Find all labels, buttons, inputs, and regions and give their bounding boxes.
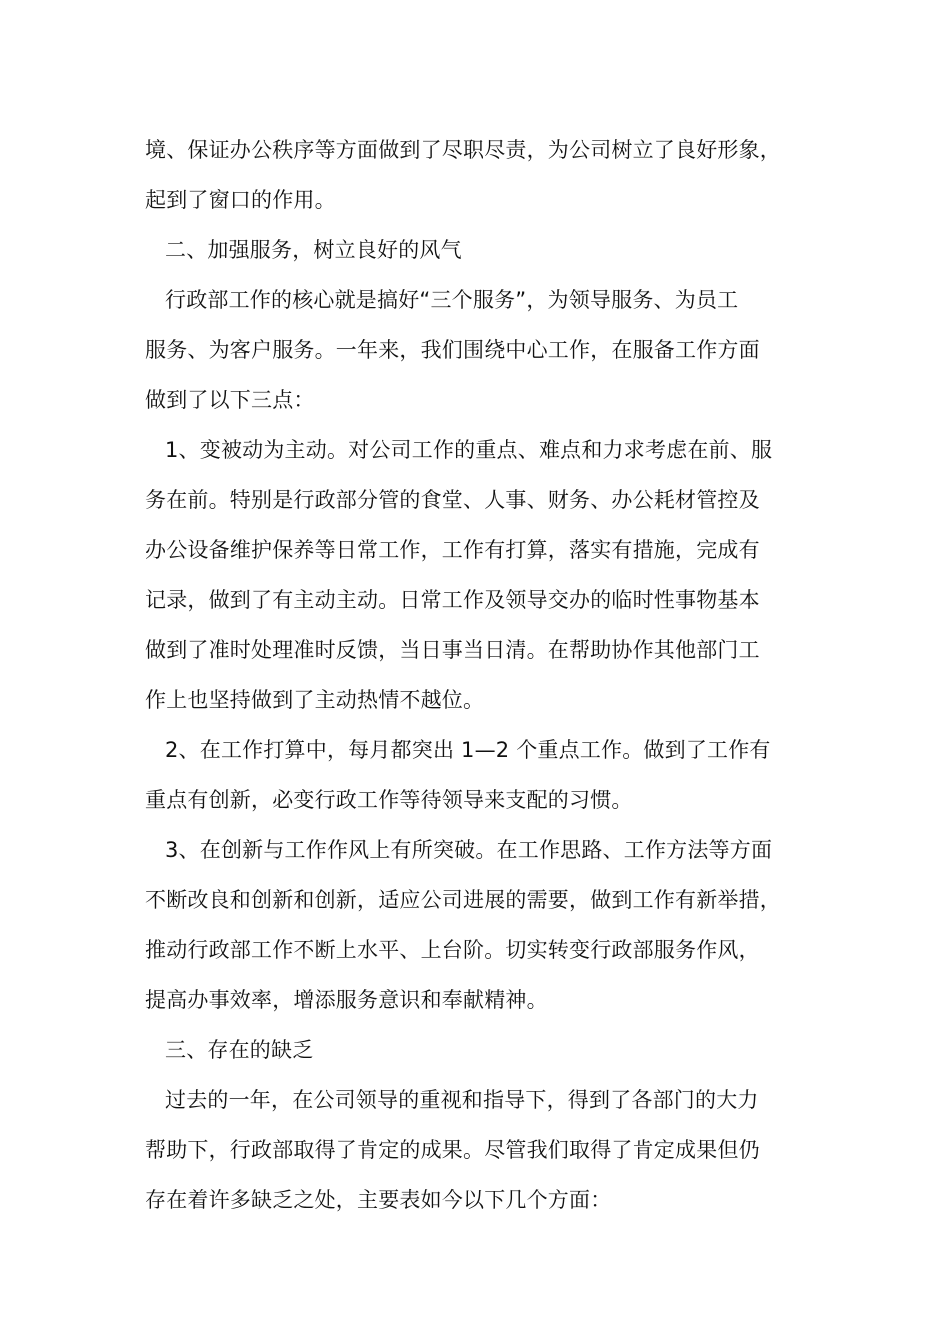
section-heading: 三、存在的缺乏: [165, 1038, 314, 1062]
paragraph-line: 作上也坚持做到了主动热情不越位。: [145, 688, 485, 712]
section-heading: 二、加强服务，树立良好的风气: [165, 238, 462, 262]
paragraph-line: 务在前。特别是行政部分管的食堂、人事、财务、办公耗材管控及: [145, 488, 760, 512]
paragraph-line: 境、保证办公秩序等方面做到了尽职尽责，为公司树立了良好形象，: [145, 138, 781, 162]
paragraph-line: 办公设备维护保养等日常工作，工作有打算，落实有措施，完成有: [145, 538, 760, 562]
paragraph-line: 做到了以下三点：: [145, 388, 315, 412]
paragraph-line: 提高办事效率，增添服务意识和奉献精神。: [145, 988, 548, 1012]
paragraph-line: 过去的一年，在公司领导的重视和指导下，得到了各部门的大力: [165, 1088, 759, 1112]
paragraph-line: 推动行政部工作不断上水平、上台阶。切实转变行政部服务作风，: [145, 938, 760, 962]
list-item: 2、在工作打算中，每月都突出 1—2 个重点工作。做到了工作有: [165, 738, 771, 762]
paragraph-line: 不断改良和创新和创新，适应公司进展的需要，做到工作有新举措，: [145, 888, 781, 912]
paragraph-line: 做到了准时处理准时反馈，当日事当日清。在帮助协作其他部门工: [145, 638, 760, 662]
paragraph-line: 记录，做到了有主动主动。日常工作及领导交办的临时性事物基本: [145, 588, 760, 612]
paragraph-line: 服务、为客户服务。一年来，我们围绕中心工作，在服备工作方面: [145, 338, 760, 362]
list-item: 3、在创新与工作作风上有所突破。在工作思路、工作方法等方面: [165, 838, 773, 862]
paragraph-line: 帮助下，行政部取得了肯定的成果。尽管我们取得了肯定成果但仍: [145, 1138, 760, 1162]
paragraph-line: 起到了窗口的作用。: [145, 188, 336, 212]
list-item: 1、变被动为主动。对公司工作的重点、难点和力求考虑在前、服: [165, 438, 773, 462]
paragraph-line: 重点有创新，必变行政工作等待领导来支配的习惯。: [145, 788, 633, 812]
paragraph-line: 行政部工作的核心就是搞好“三个服务”，为领导服务、为员工: [165, 288, 739, 312]
paragraph-line: 存在着许多缺乏之处，主要表如今以下几个方面：: [145, 1188, 612, 1212]
